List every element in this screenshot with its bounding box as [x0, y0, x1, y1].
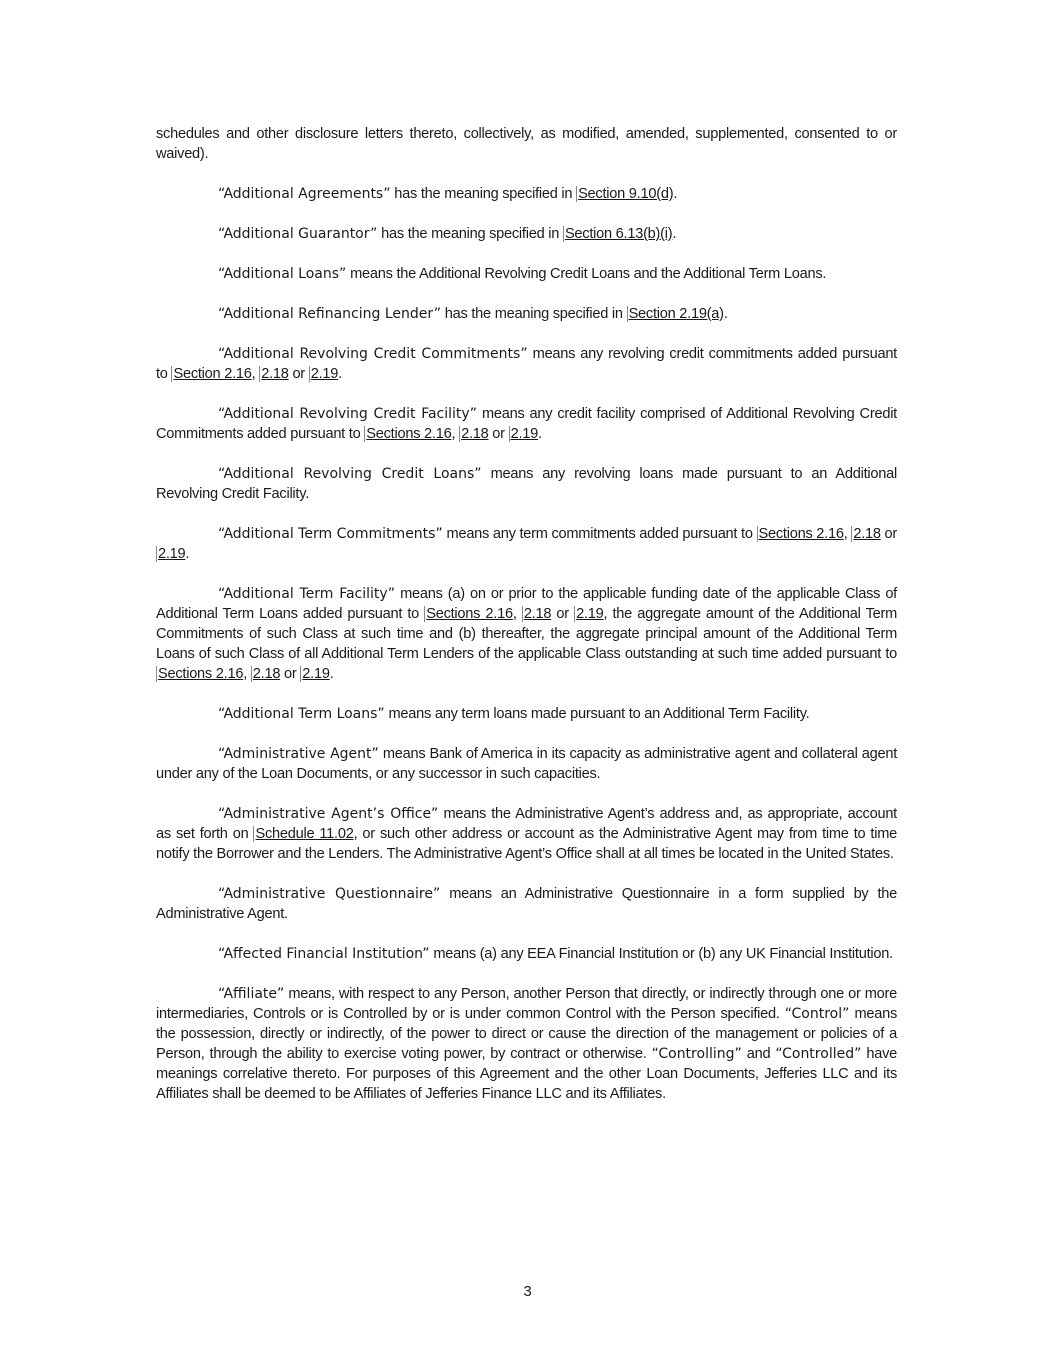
defined-term: “Additional Term Commitments” [218, 526, 443, 542]
defined-term: “Additional Revolving Credit Facility” [218, 406, 477, 422]
defined-term: “Affected Financial Institution” [218, 946, 430, 962]
cross-reference-link[interactable]: Sections 2.16 [426, 606, 513, 622]
defined-term: “Administrative Questionnaire” [218, 886, 441, 902]
defined-term: “Affiliate” [218, 986, 285, 1002]
intro-paragraph [156, 124, 897, 164]
body-text [156, 124, 897, 1124]
definition-additional-loans: “Additional Loans” means the Additional Revolving Credit Loans and the Additional Term Loans. [218, 266, 827, 282]
cross-reference-link[interactable]: 2.19 [302, 666, 330, 682]
defined-term: “Administrative Agent” [218, 746, 379, 762]
definition-administrative-questionnaire: “Administrative Questionnaire” means an Administrative Questionnaire in a form supplied by the Administrative Agent. [156, 886, 897, 922]
defined-term: “Control” [784, 1006, 850, 1022]
cross-reference-link[interactable]: 2.19 [158, 546, 186, 562]
cross-reference-link[interactable]: Sections 2.16 [758, 526, 844, 542]
cross-reference-link[interactable]: Section 2.19(a) [628, 306, 724, 322]
cross-reference-link[interactable]: 2.19 [576, 606, 604, 622]
defined-term: “Additional Agreements” [218, 186, 391, 202]
cross-reference-link[interactable]: 2.18 [853, 526, 881, 542]
cross-reference-link[interactable]: Sections 2.16 [366, 426, 452, 442]
defined-term: “Additional Loans” [218, 266, 347, 282]
definition-administrative-agents-office: “Administrative Agent’s Office” means the Administrative Agent’s address and, as appropriate, account as set forth on Schedule 11.02, or such other address or account as the Administrative Agent may from time to time notify the Borrower and the Lenders. The Administrative Agent’s Office shall at all times be located in the United States. [156, 806, 897, 862]
intro-text: schedules and other disclosure letters thereto, collectively, as modified, amended, supplemented, consented to or waived). [156, 126, 897, 162]
defined-term: “Additional Revolving Credit Loans” [218, 466, 482, 482]
definition-affiliate: “Affiliate” means, with respect to any Person, another Person that directly, or indirectly through one or more intermediaries, Controls or is Controlled by or is under common Control with the Person specified. “Control” means the possession, directly or indirectly, of the power to direct or cause the direction of the management or policies of a Person, through the ability to exercise voting power, by contract or otherwise. “Controlling” and “Controlled” have meanings correlative thereto. For purposes of this Agreement and the other Loan Documents, Jefferies LLC and its Affiliates shall be deemed to be Affiliates of Jefferies Finance LLC and its Affiliates. [156, 986, 897, 1102]
definition-administrative-agent: “Administrative Agent” means Bank of America in its capacity as administrative agent and collateral agent under any of the Loan Documents, or any successor in such capacities. [156, 746, 898, 782]
definition-additional-term-facility: “Additional Term Facility” means (a) on or prior to the applicable funding date of the applicable Class of Additional Term Loans added pursuant to Sections 2.16, 2.18 or 2.19, the aggregate amount of the Additional Term Commitments of such Class at such time and (b) thereafter, the aggregate principal amount of the Additional Term Loans of such Class of all Additional Term Lenders of the applicable Class outstanding at such time added pursuant to Sections 2.16, 2.18 or 2.19. [156, 586, 898, 682]
definition-additional-revolving-credit-loans: “Additional Revolving Credit Loans” means any revolving loans made pursuant to an Additional Revolving Credit Facility. [156, 466, 898, 502]
definition-additional-guarantor: “Additional Guarantor” has the meaning specified in Section 6.13(b)(i). [218, 226, 677, 242]
cross-reference-link[interactable]: 2.18 [261, 366, 289, 382]
cross-reference-link[interactable]: Section 6.13(b)(i) [564, 226, 673, 242]
defined-term: “Controlled” [775, 1046, 862, 1062]
defined-term: “Additional Revolving Credit Commitments” [218, 346, 528, 362]
defined-term: “Additional Term Facility” [218, 586, 395, 602]
cross-reference-link[interactable]: Section 9.10(d) [578, 186, 674, 202]
defined-term: “Additional Term Loans” [218, 706, 385, 722]
page-number: 3 [523, 1283, 532, 1300]
defined-term: “Additional Refinancing Lender” [218, 306, 441, 322]
definition-affected-financial-institution: “Affected Financial Institution” means (a) any EEA Financial Institution or (b) any UK Financial Institution. [218, 946, 893, 962]
cross-reference-link[interactable]: 2.18 [523, 606, 552, 622]
definition-additional-agreements: “Additional Agreements” has the meaning specified in Section 9.10(d). [218, 186, 678, 202]
definition-additional-revolving-credit-facility: “Additional Revolving Credit Facility” means any credit facility comprised of Additional Revolving Credit Commitments added pursuant to Sections 2.16, 2.18 or 2.19. [156, 406, 897, 442]
definition-additional-term-loans: “Additional Term Loans” means any term loans made pursuant to an Additional Term Facility. [218, 706, 810, 722]
cross-reference-link[interactable]: 2.19 [510, 426, 538, 442]
cross-reference-link[interactable]: Sections 2.16 [158, 666, 244, 682]
cross-reference-link[interactable]: Schedule 11.02 [255, 826, 354, 842]
cross-reference-link[interactable]: 2.18 [252, 666, 281, 682]
definition-additional-refinancing-lender: “Additional Refinancing Lender” has the meaning specified in Section 2.19(a). [218, 306, 728, 322]
cross-reference-link[interactable]: Section 2.16 [173, 366, 252, 382]
defined-term: “Controlling” [651, 1046, 742, 1062]
cross-reference-link[interactable]: 2.18 [461, 426, 489, 442]
defined-term: “Administrative Agent’s Office” [218, 806, 439, 822]
cross-reference-link[interactable]: 2.19 [310, 366, 339, 382]
definition-additional-revolving-credit-commitments: “Additional Revolving Credit Commitments” means any revolving credit commitments added pursuant to Section 2.16, 2.18 or 2.19. [156, 346, 897, 382]
defined-term: “Additional Guarantor” [218, 226, 378, 242]
definition-additional-term-commitments: “Additional Term Commitments” means any term commitments added pursuant to Sections 2.16, 2.18 or 2.19. [158, 526, 898, 562]
